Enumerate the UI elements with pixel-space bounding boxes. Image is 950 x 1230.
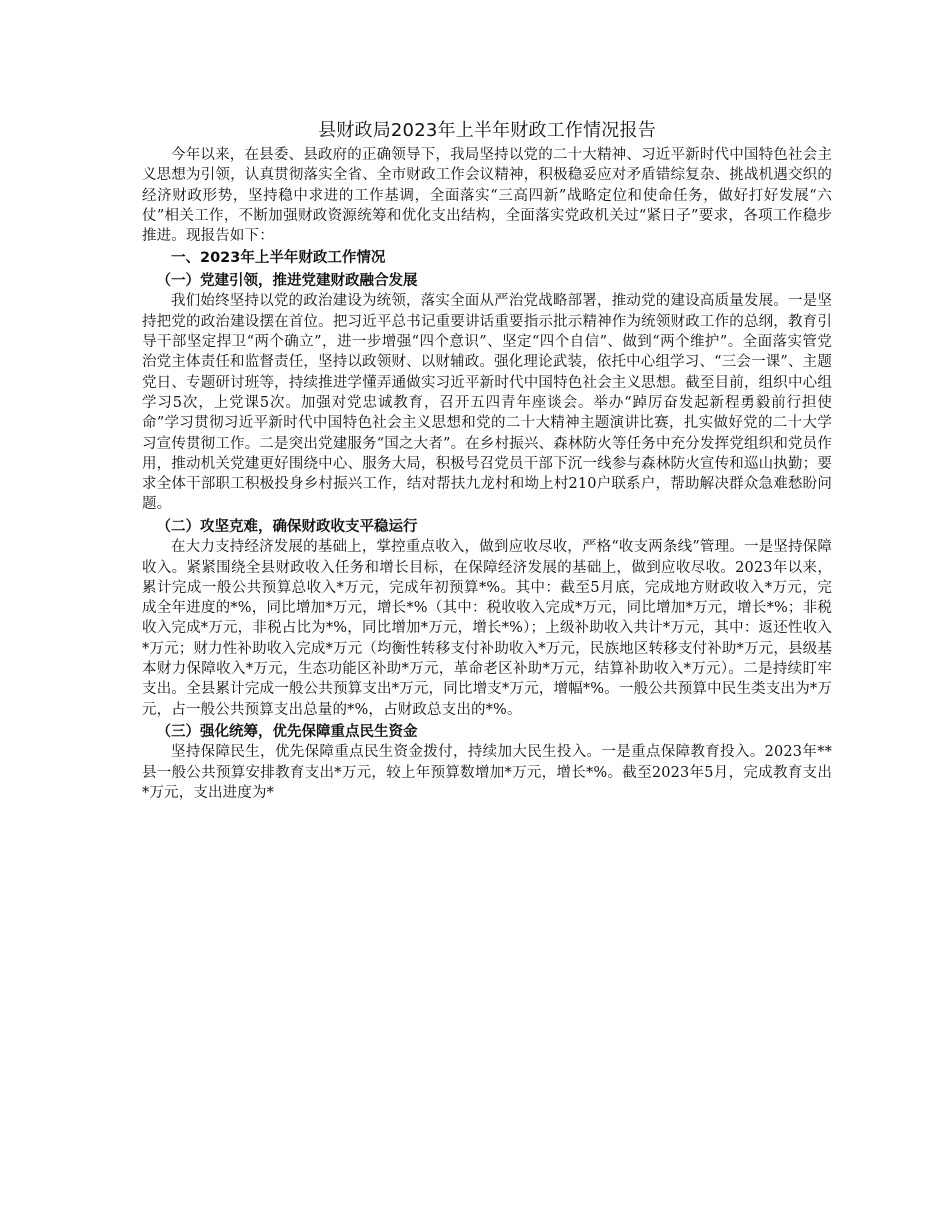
section-heading: 一、2023年上半年财政工作情况 xyxy=(171,250,386,267)
subsection-heading-1: （一）党建引领，推进党建财政融合发展 xyxy=(156,272,418,289)
subsection-paragraph-2: 在大力支持经济发展的基础上，掌控重点收入，做到应收尽收，严格“收支两条线”管理。一是坚持保障收入。紧紧围绕全县财政收入任务和增长目标，在保障经济发展的基础上，做到应收尽收。2023年以来，累计完成一般公共预算总收入*万元，完成年初预算*%。其中：截至5月底，完成地方财政收入*万元，完成全年进度的*%，同比增加*万元，增长*%（其中：税收收入完成*万元，同比增加*万元，增长*%；非税收入完成*万元，非税占比为*%，同比增加*万元，增长*%）；上级补助收入共计*万元，其中：返还性收入*万元；财力性补助收入完成*万元（均衡性转移支付补助收入*万元，民族地区转移支付补助*万元，县级基本财力保障收入*万元，生态功能区补助*万元，革命老区补助*万元，结算补助收入*万元）。二是持续盯牢支出。全县累计完成一般公共预算支出*万元，同比增支*万元，增幅*%。一般公共预算中民生类支出为*万元，占一般公共预算支出总量的*%，占财政总支出的*%。 xyxy=(142,539,832,718)
document-title: 县财政局2023年上半年财政工作情况报告 xyxy=(318,120,656,141)
subsection-heading-3: （三）强化统筹，优先保障重点民生资金 xyxy=(156,723,418,740)
intro-paragraph: 今年以来，在县委、县政府的正确领导下，我局坚持以党的二十大精神、习近平新时代中国特色社会主义思想为引领，认真贯彻落实全省、全市财政工作会议精神，积极稳妥应对矛盾错综复杂、挑战机遇交织的经济财政形势，坚持稳中求进的工作基调，全面落实“三高四新”战略定位和使命任务，做好打好发展“六仗”相关工作，不断加强财政资源统筹和优化支出结构，全面落实党政机关过“紧日子”要求，各项工作稳步推进。现报告如下： xyxy=(142,147,832,245)
document-page xyxy=(142,118,832,803)
subsection-paragraph-3: 坚持保障民生，优先保障重点民生资金拨付，持续加大民生投入。一是重点保障教育投入。2023年**县一般公共预算安排教育支出*万元，较上年预算数增加*万元，增长*%。截至2023年5月，完成教育支出*万元，支出进度为* xyxy=(142,744,832,802)
subsection-paragraph-1: 我们始终坚持以党的政治建设为统领，落实全面从严治党战略部署，推动党的建设高质量发展。一是坚持把党的政治建设摆在首位。把习近平总书记重要讲话重要指示批示精神作为统领财政工作的总纲，教育引导干部坚定捍卫“两个确立”，进一步增强“四个意识”、坚定“四个自信”、做到“两个维护”。全面落实管党治党主体责任和监督责任，坚持以政领财、以财辅政。强化理论武装，依托中心组学习、“三会一课”、主题党日、专题研讨班等，持续推进学懂弄通做实习近平新时代中国特色社会主义思想。截至目前，组织中心组学习5次，上党课5次。加强对党忠诚教育，召开五四青年座谈会。举办“踔厉奋发起新程勇毅前行担使命”学习贯彻习近平新时代中国特色社会主义思想和党的二十大精神主题演讲比赛，扎实做好党的二十大学习宣传贯彻工作。二是突出党建服务“国之大者”。在乡村振兴、森林防火等任务中充分发挥党组织和党员作用，推动机关党建更好围绕中心、服务大局，积极号召党员干部下沉一线参与森林防火宣传和巡山执勤；要求全体干部职工积极投身乡村振兴工作，结对帮扶九龙村和坳上村210户联系户，帮助解决群众急难愁盼问题。 xyxy=(142,293,832,513)
subsection-heading-2: （二）攻坚克难，确保财政收支平稳运行 xyxy=(156,518,418,535)
